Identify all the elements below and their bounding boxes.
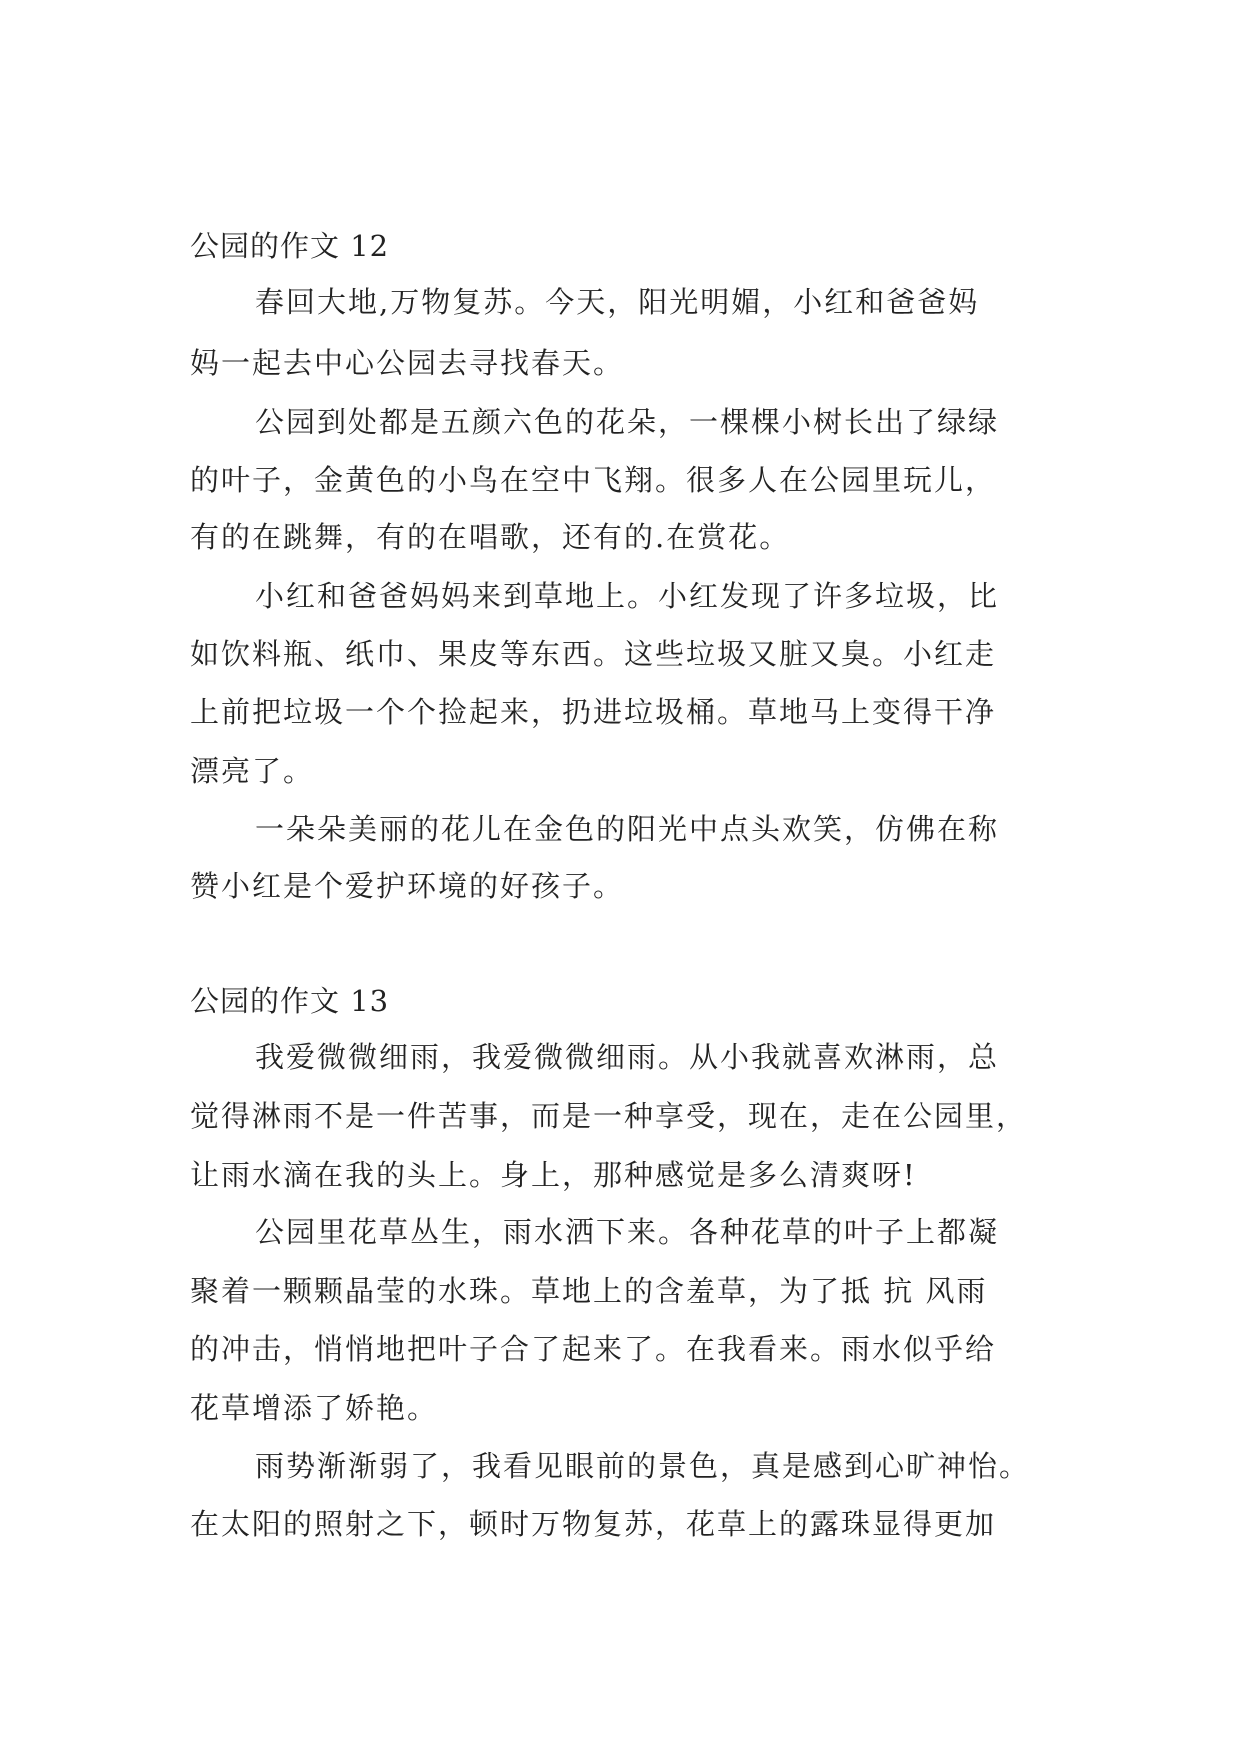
essay-13-title: 公园的作文 13 xyxy=(190,984,390,1018)
essay-12-line-7: 如饮料瓶、纸巾、果皮等东西。这些垃圾又脏又臭。小红走 xyxy=(190,637,997,671)
essay-12-title: 公园的作文 12 xyxy=(190,229,390,263)
essay-13-line-5: 聚着一颗颗晶莹的水珠。草地上的含羞草，为了抵 抗 风雨 xyxy=(190,1274,988,1308)
essay-13-line-4: 公园里花草丛生，雨水洒下来。各种花草的叶子上都凝 xyxy=(255,1215,1000,1249)
essay-13-line-9: 在太阳的照射之下，顿时万物复苏，花草上的露珠显得更加 xyxy=(190,1507,997,1541)
essay-13-line-1: 我爱微微细雨，我爱微微细雨。从小我就喜欢淋雨，总 xyxy=(255,1040,1000,1074)
essay-12-line-6: 小红和爸爸妈妈来到草地上。小红发现了许多垃圾，比 xyxy=(255,579,1000,613)
essay-13-line-7: 花草增添了娇艳。 xyxy=(190,1391,439,1425)
essay-12-line-1: 春回大地,万物复苏。今天，阳光明媚，小红和爸爸妈 xyxy=(255,285,980,319)
essay-12-line-2: 妈一起去中心公园去寻找春天。 xyxy=(190,346,625,380)
essay-13-line-2: 觉得淋雨不是一件苦事，而是一种享受，现在，走在公园里， xyxy=(190,1099,1028,1133)
essay-13-line-6: 的冲击，悄悄地把叶子合了起来了。在我看来。雨水似乎给 xyxy=(190,1332,997,1366)
essay-13-line-3: 让雨水滴在我的头上。身上，那种感觉是多么清爽呀! xyxy=(190,1158,917,1192)
essay-12-line-9: 漂亮了。 xyxy=(190,754,315,788)
essay-12-line-11: 赞小红是个爱护环境的好孩子。 xyxy=(190,869,625,903)
essay-12-line-10: 一朵朵美丽的花儿在金色的阳光中点头欢笑，仿佛在称 xyxy=(255,812,1000,846)
essay-12-line-5: 有的在跳舞，有的在唱歌，还有的.在赏花。 xyxy=(190,520,791,554)
essay-12-line-3: 公园到处都是五颜六色的花朵，一棵棵小树长出了绿绿 xyxy=(255,405,1000,439)
essay-12-line-8: 上前把垃圾一个个捡起来，扔进垃圾桶。草地马上变得干净 xyxy=(190,695,997,729)
essay-13-line-8: 雨势渐渐弱了，我看见眼前的景色，真是感到心旷神怡。 xyxy=(255,1449,1031,1483)
essay-12-line-4: 的叶子，金黄色的小鸟在空中飞翔。很多人在公园里玩儿， xyxy=(190,463,997,497)
